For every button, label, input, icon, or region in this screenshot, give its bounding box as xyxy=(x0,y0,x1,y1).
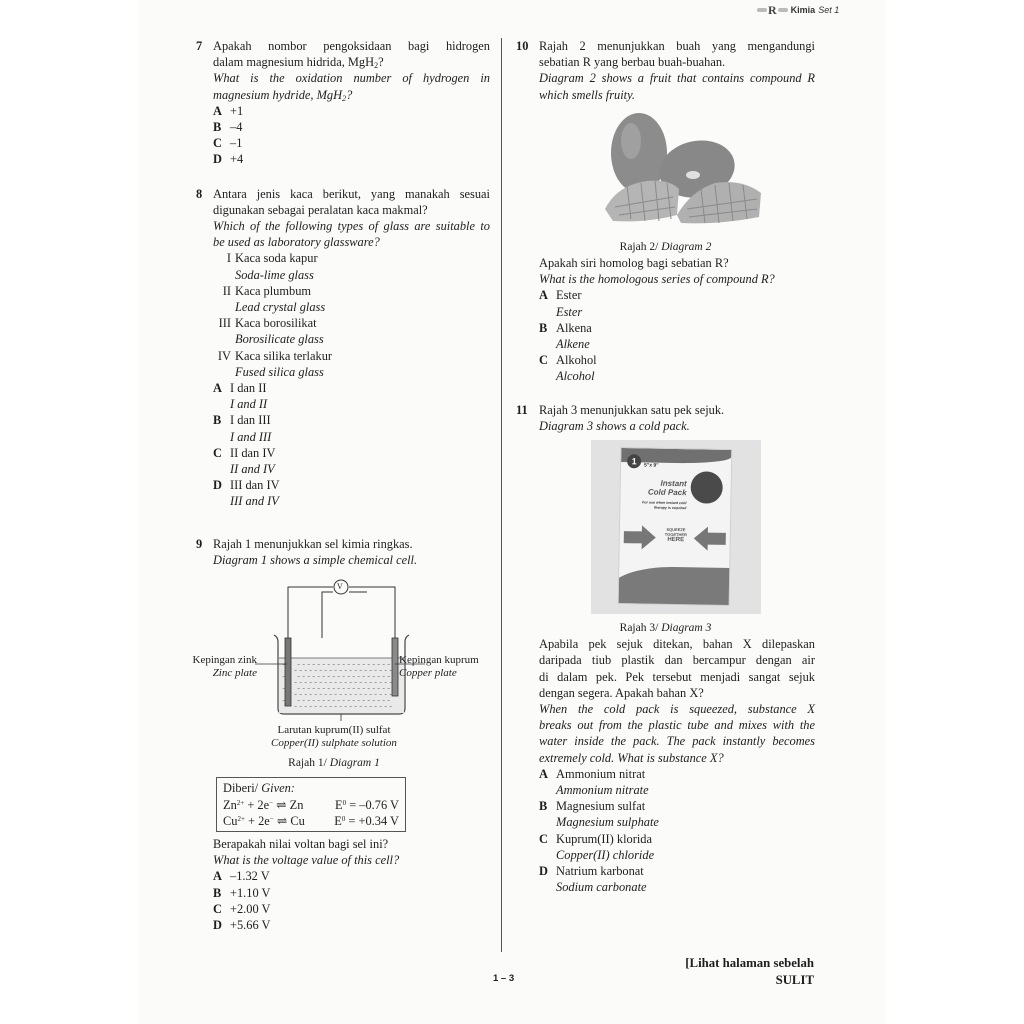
answer-option-b[interactable]: B +1.10 V xyxy=(213,885,271,900)
statement-iii: III Kaca borosilikat Borosilicate glass xyxy=(218,316,324,347)
diagram-2-caption: Rajah 2/ Diagram 2 xyxy=(619,240,712,253)
question-text-malay: Antara jenis kaca berikut, yang manakah sesuai xyxy=(213,186,490,201)
question-number: 10 xyxy=(516,39,529,53)
question-paragraph-malay: Apabila pek sejuk ditekan, bahan X dilepaskan xyxy=(539,637,815,652)
copper-plate-label: Kepingan kuprum Copper plate xyxy=(399,654,479,680)
pack-usage: For use when instant cold therapy is required xyxy=(642,500,687,510)
cold-pack-photo xyxy=(591,440,761,614)
question-text-english: What is the voltage value of this cell? xyxy=(213,853,400,868)
diagram-3-caption: Rajah 3/ Diagram 3 xyxy=(619,622,712,635)
question-paragraph-malay: di dalam pek. Pek tersebut menjadi sangat sejuk xyxy=(539,669,815,684)
question-number: 7 xyxy=(196,39,203,53)
question-text-english: be used as laboratory glassware? xyxy=(213,235,380,250)
question-text-english: Diagram 1 shows a simple chemical cell. xyxy=(213,552,418,567)
question-text-english: which smells fruity. xyxy=(539,87,636,102)
question-text-malay: Apakah nombor pengoksidaan bagi hidrogen xyxy=(213,39,490,53)
statement-iv: IV Kaca silika terlakur Fused silica glass xyxy=(217,348,333,379)
answer-option-c[interactable]: C II dan IV II and IV xyxy=(213,445,276,477)
classification-label: SULIT xyxy=(775,973,814,987)
question-paragraph-malay: dengan segera. Apakah bahan X? xyxy=(539,685,704,700)
question-8 xyxy=(196,186,490,510)
pack-circle xyxy=(690,471,723,504)
solution xyxy=(279,658,404,713)
diagram-1-caption: Rajah 1/ Diagram 1 xyxy=(288,757,380,770)
answer-option-b[interactable]: B –4 xyxy=(213,120,243,135)
question-text-english: Diagram 3 shows a cold pack. xyxy=(539,418,690,433)
mango-photo xyxy=(597,111,767,237)
arrow-left-icon xyxy=(694,526,726,551)
pack-title: Instant Cold Pack xyxy=(647,478,687,498)
given-label: Diberi/ Given: xyxy=(223,781,295,796)
zinc-plate xyxy=(285,638,291,706)
answer-option-b[interactable]: B Magnesium sulfat Magnesium sulphate xyxy=(539,799,659,830)
question-paragraph-english: extremely cold. What is substance X? xyxy=(539,750,724,765)
question-text-english: Which of the following types of glass are suitable to xyxy=(213,219,490,234)
half-equation-copper: $Cu^{2+} + 2e^-$ ⇌ Cu $E^0 = +0.34$ V xyxy=(223,813,399,828)
pack-squeeze: SQUEEZE TOGETHER HERE xyxy=(664,526,687,544)
chemical-cell-diagram xyxy=(192,578,479,728)
question-7 xyxy=(196,38,490,168)
question-text-english: magnesium hydride, MgH$_2$? xyxy=(213,87,353,103)
answer-option-a[interactable]: A I dan II I and II xyxy=(213,381,268,412)
footer-right xyxy=(685,955,814,989)
wire-right xyxy=(349,587,395,638)
answer-option-b[interactable]: B I dan III I and III xyxy=(213,413,272,444)
pack-badge: 1 xyxy=(627,454,641,468)
question-text-malay: digunakan sebagai peralatan kaca makmal? xyxy=(213,202,428,217)
voltmeter-label: V xyxy=(337,582,343,592)
statement-ii: II Kaca plumbum Lead crystal glass xyxy=(222,283,326,315)
question-10 xyxy=(516,38,815,385)
next-page-note: [Lihat halaman sebelah xyxy=(685,956,814,970)
answer-option-c[interactable]: C Kuprum(II) klorida Copper(II) chloride xyxy=(539,831,655,862)
wire-left xyxy=(322,592,333,638)
question-text-english: Diagram 2 shows a fruit that contains compound R xyxy=(539,71,815,86)
question-text-malay: Rajah 3 menunjukkan satu pek sejuk. xyxy=(539,402,725,417)
question-paragraph-english: water inside the pack. The pack instantly becomes xyxy=(539,734,815,749)
answer-option-d[interactable]: D Natrium karbonat Sodium carbonate xyxy=(539,864,647,895)
question-paragraph-english: breaks out from the plastic tube and mixes with the xyxy=(539,718,815,733)
question-number: 8 xyxy=(196,186,203,201)
question-text-malay: dalam magnesium hidrida, MgH$_2$? xyxy=(213,55,384,71)
left-column xyxy=(192,38,490,933)
answer-option-d[interactable]: D +5.66 V xyxy=(213,917,271,932)
header-subject: Kimia xyxy=(790,5,816,15)
question-text-english: What is the homologous series of compound R? xyxy=(539,272,775,287)
header-set: Set 1 xyxy=(818,5,840,15)
arrow-right-icon xyxy=(624,525,656,550)
pack-size: 5"x 9" xyxy=(644,462,659,469)
answer-option-c[interactable]: C –1 xyxy=(213,136,243,151)
answer-option-a[interactable]: A Ester Ester xyxy=(539,288,583,319)
copper-plate xyxy=(392,638,398,696)
question-text-malay: Rajah 2 menunjukkan buah yang mengandungi xyxy=(539,39,815,53)
statement-i: I Kaca soda kapur Soda-lime glass xyxy=(226,251,318,282)
answer-option-d[interactable]: D III dan IV III and IV xyxy=(213,478,280,509)
answer-option-a[interactable]: A +1 xyxy=(213,103,244,118)
answer-option-c[interactable]: C Alkohol Alcohol xyxy=(539,353,597,384)
answer-option-b[interactable]: B Alkena Alkene xyxy=(539,320,592,352)
half-equation-zinc: $Zn^{2+} + 2e^-$ ⇌ Zn $E^0 = -0.76$ V xyxy=(223,797,399,812)
question-text-malay: Berapakah nilai voltan bagi sel ini? xyxy=(213,836,389,851)
given-box xyxy=(216,777,406,832)
publisher-logo: R xyxy=(757,3,788,18)
page-number: 1 – 3 xyxy=(493,973,515,984)
question-number: 11 xyxy=(516,402,528,417)
question-number: 9 xyxy=(196,536,203,551)
answer-option-a[interactable]: A Ammonium nitrat Ammonium nitrate xyxy=(539,766,649,798)
page-header xyxy=(757,3,839,17)
answer-option-c[interactable]: C +2.00 V xyxy=(213,901,271,916)
answer-option-a[interactable]: A –1.32 V xyxy=(213,869,270,884)
question-text-malay: Apakah siri homolog bagi sebatian R? xyxy=(539,256,729,271)
column-divider xyxy=(501,38,502,952)
solution-label: Larutan kuprum(II) sulfat Copper(II) sulphate solution xyxy=(271,724,397,750)
question-text-english: What is the oxidation number of hydrogen in xyxy=(213,71,490,86)
right-column xyxy=(516,38,815,896)
question-paragraph-english: When the cold pack is squeezed, substance X xyxy=(539,702,815,717)
question-text-malay: Rajah 1 menunjukkan sel kimia ringkas. xyxy=(213,536,413,551)
question-9 xyxy=(192,536,490,933)
chemical-cell-svg xyxy=(192,578,479,728)
question-text-malay: sebatian R yang berbau buah-buahan. xyxy=(539,55,726,70)
question-paragraph-malay: daripada tiub plastik dan bercampur dengan air xyxy=(539,653,815,668)
zinc-plate-label: Kepingan zink Zinc plate xyxy=(192,654,257,680)
question-11 xyxy=(516,402,815,896)
cold-pack xyxy=(618,447,733,606)
answer-option-d[interactable]: D +4 xyxy=(213,152,244,167)
